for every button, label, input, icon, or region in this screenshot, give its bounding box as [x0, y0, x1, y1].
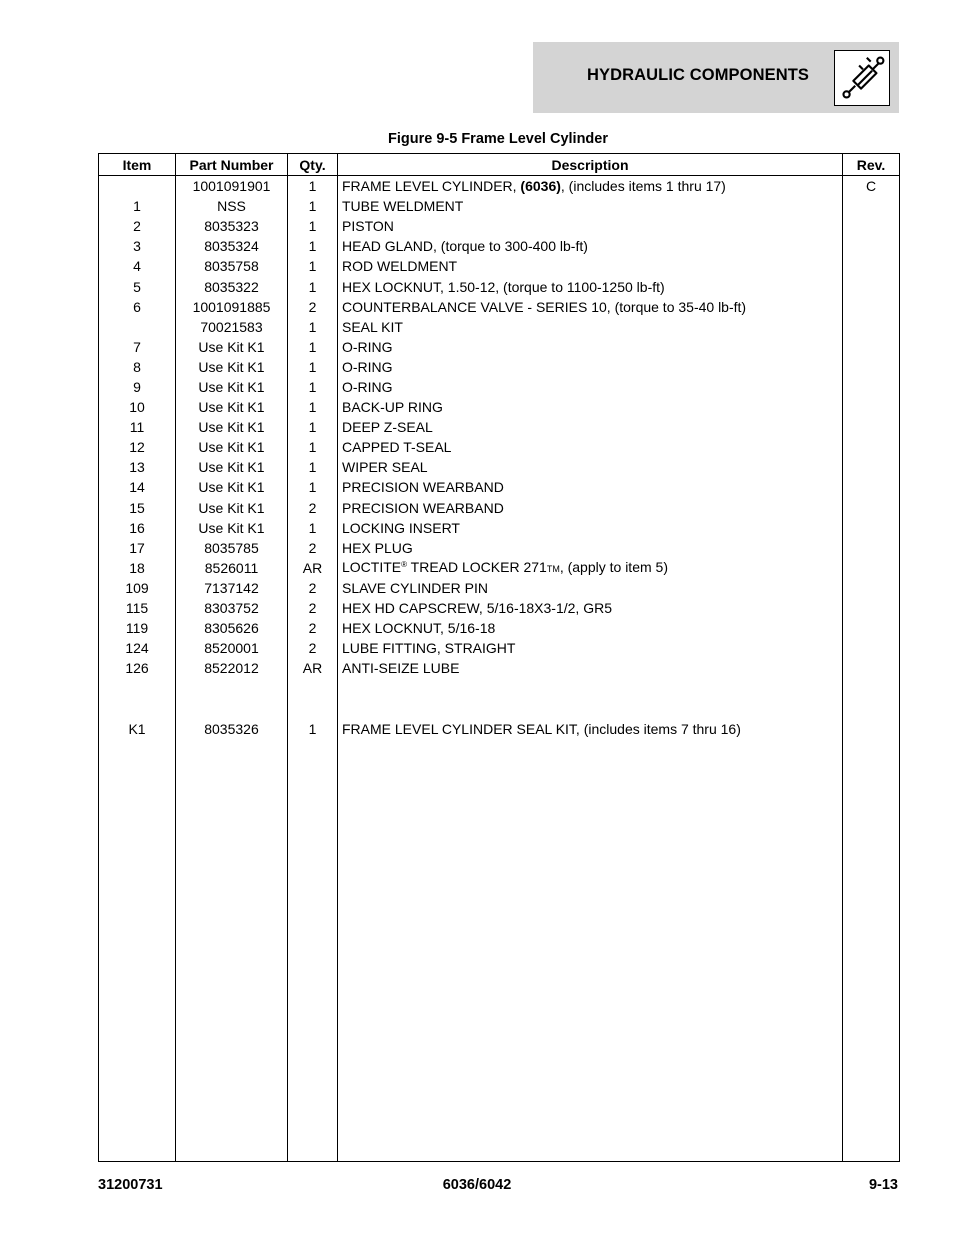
description-text: SLAVE CYLINDER PIN [342, 579, 489, 596]
cell-rev [843, 457, 900, 477]
description-text: DEEP Z-SEAL [342, 419, 433, 436]
table-row [99, 216, 900, 236]
cell-item: 13 [99, 457, 176, 477]
cell-part-number: 8305626 [176, 618, 288, 638]
cell-part-number: Use Kit K1 [176, 457, 288, 477]
footer-page-number: 9-13 [868, 1177, 898, 1193]
cell-description [338, 216, 843, 236]
cell-part-number: Use Kit K1 [176, 417, 288, 437]
cell-qty: 1 [288, 719, 338, 739]
description-bold-text: (6036) [520, 178, 561, 195]
cell-rev [843, 317, 900, 337]
cell-description [338, 598, 843, 618]
cell-part-number: 8526011 [176, 558, 288, 578]
cell-description [338, 417, 843, 437]
cell-qty: 2 [288, 578, 338, 598]
cell-item: 16 [99, 518, 176, 538]
table-row [99, 498, 900, 518]
cell-item: 12 [99, 437, 176, 457]
cell-item: 6 [99, 297, 176, 317]
cell-qty: 1 [288, 518, 338, 538]
cell-description [338, 498, 843, 518]
table-header-row [99, 154, 900, 176]
trademark-mark: TM [546, 563, 560, 574]
cell-rev [843, 618, 900, 638]
cell-item [99, 176, 176, 197]
cell-description [338, 196, 843, 216]
cell-description [338, 618, 843, 638]
cell-rev [843, 236, 900, 256]
empty-cell [99, 698, 176, 718]
cell-description [338, 357, 843, 377]
table-row [99, 719, 900, 739]
cell-rev [843, 357, 900, 377]
cell-part-number: 8035785 [176, 538, 288, 558]
cell-item: 17 [99, 538, 176, 558]
empty-cell [176, 698, 288, 718]
description-text: HEX HD CAPSCREW, 5/16-18X3-1/2, GR5 [342, 600, 612, 617]
table-row [99, 558, 900, 578]
cell-item: K1 [99, 719, 176, 739]
cell-item [99, 317, 176, 337]
cell-rev [843, 477, 900, 497]
empty-cell [843, 678, 900, 698]
column-header-part-number: Part Number [176, 154, 288, 176]
table-row [99, 618, 900, 638]
table-row [99, 518, 900, 538]
table-row [99, 397, 900, 417]
section-header [533, 42, 899, 113]
description-text: SEAL KIT [342, 318, 403, 335]
cell-part-number: 8035326 [176, 719, 288, 739]
cell-description [338, 578, 843, 598]
cell-qty: 1 [288, 437, 338, 457]
description-text: HEX LOCKNUT, 1.50-12, (torque to 1100-1250 lb-ft) [342, 278, 665, 295]
cell-item: 1 [99, 196, 176, 216]
cell-qty: 1 [288, 256, 338, 276]
cell-description [338, 658, 843, 678]
empty-cell [288, 678, 338, 698]
empty-cell [99, 739, 176, 1162]
table-row [99, 297, 900, 317]
cell-rev [843, 216, 900, 236]
column-header-qty: Qty. [288, 154, 338, 176]
table-row [99, 437, 900, 457]
cell-qty: 2 [288, 538, 338, 558]
cell-rev [843, 518, 900, 538]
cell-part-number: 8522012 [176, 658, 288, 678]
cell-description [338, 337, 843, 357]
cell-description [338, 477, 843, 497]
table-row [99, 256, 900, 276]
figure-title: Figure 9-5 Frame Level Cylinder [388, 131, 608, 147]
cell-item: 11 [99, 417, 176, 437]
table-row [99, 377, 900, 397]
cell-qty: 1 [288, 337, 338, 357]
cell-rev [843, 558, 900, 578]
cell-rev [843, 538, 900, 558]
cell-item: 109 [99, 578, 176, 598]
description-text: PISTON [342, 218, 394, 235]
table-row [99, 276, 900, 296]
table-row [99, 598, 900, 618]
registered-mark: ® [401, 559, 408, 569]
cell-rev [843, 297, 900, 317]
cell-qty: AR [288, 658, 338, 678]
table-row [99, 176, 900, 197]
cell-part-number: 8035758 [176, 256, 288, 276]
table-row [99, 236, 900, 256]
table-row [99, 638, 900, 658]
cell-qty: 1 [288, 236, 338, 256]
footer-doc-number: 31200731 [98, 1177, 163, 1193]
cell-rev [843, 578, 900, 598]
cell-item: 3 [99, 236, 176, 256]
cell-part-number: 8035323 [176, 216, 288, 236]
cell-description [338, 276, 843, 296]
empty-cell [288, 739, 338, 1162]
description-text: FRAME LEVEL CYLINDER SEAL KIT, (includes items 7 thru 16) [342, 720, 741, 737]
empty-cell [99, 678, 176, 698]
cell-part-number: 70021583 [176, 317, 288, 337]
cell-description [338, 397, 843, 417]
description-text: HEX PLUG [342, 539, 413, 556]
cell-part-number: Use Kit K1 [176, 518, 288, 538]
empty-cell [176, 678, 288, 698]
cell-qty: 1 [288, 377, 338, 397]
table-row [99, 578, 900, 598]
description-text-after: , (includes items 1 thru 17) [560, 178, 726, 195]
cell-part-number: 8035324 [176, 236, 288, 256]
hydraulic-cylinder-icon [834, 50, 890, 106]
cell-rev [843, 498, 900, 518]
cell-qty: 1 [288, 417, 338, 437]
cell-qty: 1 [288, 216, 338, 236]
cell-qty: 1 [288, 196, 338, 216]
table-row [99, 477, 900, 497]
cell-part-number: Use Kit K1 [176, 477, 288, 497]
cell-description [338, 638, 843, 658]
table-row [99, 658, 900, 678]
empty-cell [176, 739, 288, 1162]
cell-description [338, 236, 843, 256]
cell-item: 7 [99, 337, 176, 357]
description-text: LOCKING INSERT [342, 519, 460, 536]
cell-qty: 1 [288, 276, 338, 296]
cell-part-number: 1001091885 [176, 297, 288, 317]
description-text: O-RING [342, 338, 393, 355]
description-text: CAPPED T-SEAL [342, 439, 452, 456]
cell-qty: AR [288, 558, 338, 578]
description-text: HEX LOCKNUT, 5/16-18 [342, 620, 496, 637]
cell-item: 4 [99, 256, 176, 276]
column-header-description: Description [338, 154, 843, 176]
table-row [99, 196, 900, 216]
empty-cell [843, 739, 900, 1162]
description-text: O-RING [342, 358, 393, 375]
description-text-after: , (apply to item 5) [559, 558, 668, 575]
cell-item: 10 [99, 397, 176, 417]
cell-item: 115 [99, 598, 176, 618]
cell-part-number: 8035322 [176, 276, 288, 296]
column-header-rev: Rev. [843, 154, 900, 176]
cell-description [338, 176, 843, 197]
description-text: PRECISION WEARBAND [342, 479, 504, 496]
cell-rev [843, 638, 900, 658]
cell-part-number: Use Kit K1 [176, 357, 288, 377]
cell-qty: 1 [288, 477, 338, 497]
cell-qty: 1 [288, 357, 338, 377]
description-text: BACK-UP RING [342, 399, 443, 416]
cell-rev [843, 719, 900, 739]
description-text: ANTI-SEIZE LUBE [342, 660, 460, 677]
cell-qty: 1 [288, 176, 338, 197]
cell-item: 126 [99, 658, 176, 678]
cell-rev [843, 397, 900, 417]
empty-cell [338, 678, 843, 698]
description-text: HEAD GLAND, (torque to 300-400 lb-ft) [342, 238, 588, 255]
cell-rev [843, 437, 900, 457]
cell-qty: 2 [288, 498, 338, 518]
cell-description [338, 719, 843, 739]
column-header-item: Item [99, 154, 176, 176]
empty-cell [843, 698, 900, 718]
description-text: PRECISION WEARBAND [342, 499, 504, 516]
cell-part-number: Use Kit K1 [176, 377, 288, 397]
parts-table-body [99, 176, 900, 1162]
cell-item: 119 [99, 618, 176, 638]
cell-qty: 2 [288, 618, 338, 638]
cell-item: 5 [99, 276, 176, 296]
empty-cell [338, 698, 843, 718]
cell-part-number: 8520001 [176, 638, 288, 658]
cell-item: 124 [99, 638, 176, 658]
description-text: TUBE WELDMENT [342, 198, 464, 215]
description-text: COUNTERBALANCE VALVE - SERIES 10, (torque to 35-40 lb-ft) [342, 298, 747, 315]
table-row [99, 538, 900, 558]
cell-item: 8 [99, 357, 176, 377]
cell-qty: 2 [288, 638, 338, 658]
table-row [99, 337, 900, 357]
cell-qty: 2 [288, 598, 338, 618]
table-row [99, 457, 900, 477]
table-filler-row [99, 739, 900, 1162]
cell-rev [843, 658, 900, 678]
table-spacer-row [99, 698, 900, 718]
cell-description [338, 317, 843, 337]
cell-item: 14 [99, 477, 176, 497]
cell-description [338, 437, 843, 457]
cell-qty: 1 [288, 317, 338, 337]
description-text-mid: TREAD LOCKER 271 [407, 558, 547, 575]
cell-description [338, 377, 843, 397]
description-text: FRAME LEVEL CYLINDER, [342, 178, 521, 195]
cell-part-number: 8303752 [176, 598, 288, 618]
cell-rev [843, 598, 900, 618]
description-text: LOCTITE [342, 558, 402, 575]
footer-model: 6036/6042 [442, 1177, 512, 1193]
cell-qty: 2 [288, 297, 338, 317]
cell-item: 15 [99, 498, 176, 518]
cell-description [338, 457, 843, 477]
empty-cell [288, 698, 338, 718]
cell-item: 2 [99, 216, 176, 236]
cell-rev [843, 256, 900, 276]
description-text: WIPER SEAL [342, 459, 428, 476]
cell-description [338, 297, 843, 317]
cell-part-number: Use Kit K1 [176, 498, 288, 518]
cell-qty: 1 [288, 397, 338, 417]
cell-description [338, 558, 843, 578]
cell-item: 18 [99, 558, 176, 578]
cell-description [338, 538, 843, 558]
cell-rev [843, 377, 900, 397]
cell-item: 9 [99, 377, 176, 397]
table-row [99, 357, 900, 377]
cell-qty: 1 [288, 457, 338, 477]
cell-description [338, 256, 843, 276]
cell-rev [843, 276, 900, 296]
cell-part-number: 7137142 [176, 578, 288, 598]
cell-description [338, 518, 843, 538]
cell-rev: C [843, 176, 900, 197]
description-text: O-RING [342, 378, 393, 395]
cell-part-number: 1001091901 [176, 176, 288, 197]
description-text: LUBE FITTING, STRAIGHT [342, 640, 516, 657]
section-title: HYDRAULIC COMPONENTS [587, 66, 810, 84]
cell-part-number: NSS [176, 196, 288, 216]
cell-part-number: Use Kit K1 [176, 437, 288, 457]
cell-rev [843, 337, 900, 357]
table-row [99, 417, 900, 437]
cell-part-number: Use Kit K1 [176, 397, 288, 417]
cell-rev [843, 196, 900, 216]
cell-part-number: Use Kit K1 [176, 337, 288, 357]
description-text: ROD WELDMENT [342, 258, 458, 275]
empty-cell [338, 739, 843, 1162]
parts-table [98, 153, 900, 1162]
table-row [99, 317, 900, 337]
table-spacer-row [99, 678, 900, 698]
cell-rev [843, 417, 900, 437]
